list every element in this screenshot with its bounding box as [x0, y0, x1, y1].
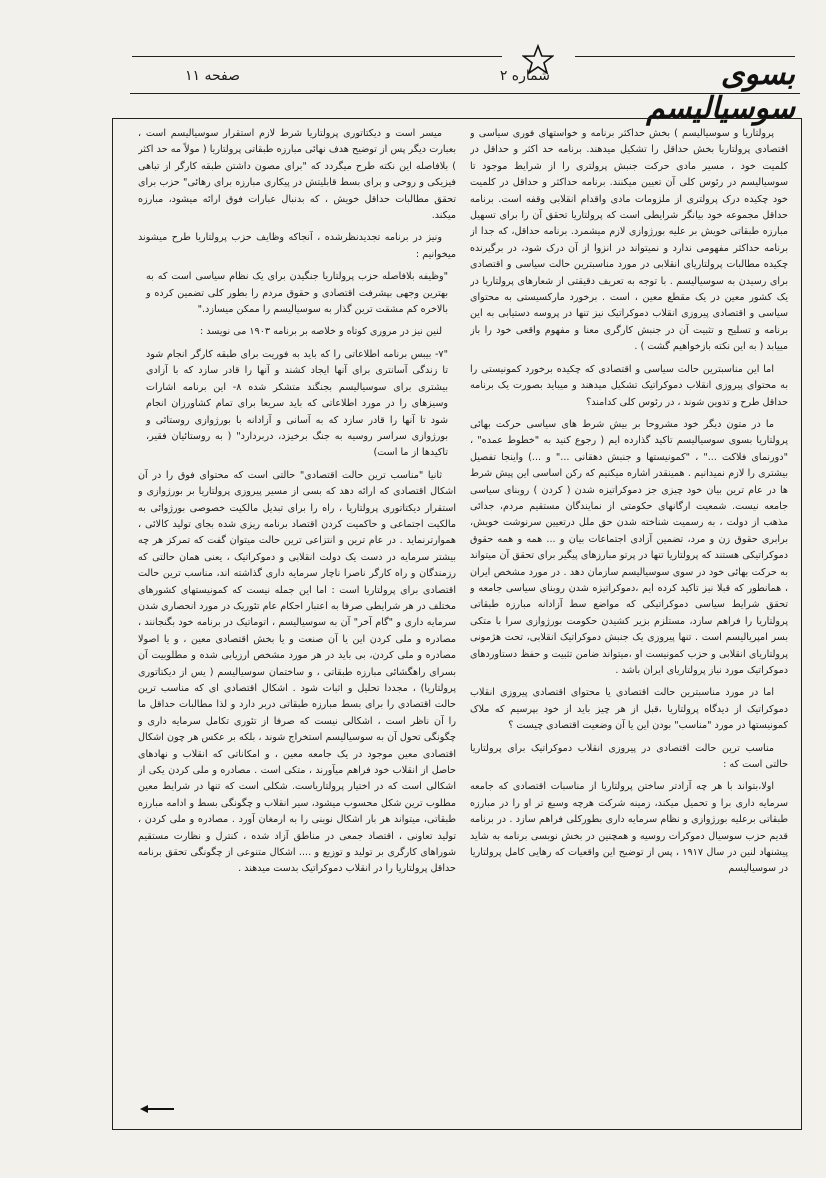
- paragraph: اما در مورد مناسبترین حالت اقتصادی یا محتوای اقتصادی پیروزی انقلاب دموکراتیک از دیدگاه پرولتاریا ،قبل از هر چیز باید از خود بپرسیم که ملاک کمونیستها در مورد "مناسب" بودن این یا آن وضعیت اقتصادی چیست ؟: [470, 687, 788, 732]
- paragraph: مناسب ترین حالت اقتصادی در پیروزی انقلاب دموکراتیک برای پرولتاریا حالتی است که :: [470, 742, 788, 771]
- quotation: "۷- بیبس برنامه اطلاعاتی را که باید به فوریت برای طبقه کارگر انجام شود تا زندگی آسانتری برای آنها ایجاد کشند و آنها را قادر سازد که با آزادی بیشتری برای سوسیالیسم بجنگند متشکر شده ۸- این برنامه اشارات وسیزهای را در مورد اطلاعاتی که باید سریعا برای تمام کشاورزان انجام شود تا آنها را قادر سازد که به آسانی و آزادانه با بورژوازی روستائی و بورژوازی سراسر روسیه به جنگ برخیزد، دربردارد" ( به روستائیان فقیر، تاکیدها از ما است): [146, 348, 448, 459]
- paragraph: لنین نیز در مروری کوتاه و خلاصه بر برنامه ۱۹۰۳ می نویسد :: [199, 326, 442, 338]
- paragraph: میسر است و دیکتاتوری پرولتاریا شرط لازم استقرار سوسیالیسم است ، بعبارت دیگر پس از توضیح هدف نهائی مبارزه طبقاتی پرولتاریا ( مولاً مه حد اکثر ) بلافاصله این نکته طرح میگردد که "برای مصون داشتن طبقه کارگر از تباهی فیزیکی و روحی و برای بسط قابلیتش در پیکاری مبارزه برای رهائی" حزب برای تحقق مطالبات حداقل خویش ، که بدنبال عبارات فوق ارائه میشود، مبارزه میکند.: [138, 128, 456, 222]
- continue-arrow-icon: [140, 1104, 176, 1114]
- paragraph: اولا،بتواند با هر چه آزادتر ساختن پرولتاریا از مناسبات اقتصادی که جامعه سرمایه داری برا و تحمیل میکند، زمینه شرکت هرچه وسیع تر او را در مبارزه طبقاتی برعلیه بورژوازی و نظام سرمایه داری بطورکلی فراهم سازد . در برنامه قدیم حزب سوسیال دموکرات روسیه و همچنین در بخش نوبسی برنامه به شاید پیشنهاد لنین در سال ۱۹۱۷ ، پس از توضیح این واقعیات که رهایی کامل پرولتاریا در سوسیالیسم: [470, 781, 788, 875]
- paragraph: اما این مناسبترین حالت سیاسی و اقتصادی که چکیده برخورد کمونیستی را به محتوای پیروزی انقلاب دموکراتیک تشکیل میدهند و میباید بصورت یک برنامه حداقل طرح و تدوین شوند ، در رئوس کلی کدامند؟: [470, 363, 788, 408]
- quotation: "وظیفه بلافاصله حزب پرولتاریا جنگیدن برای یک نظام سیاسی است که به بهترین وجهی بپشرفت اقتصادی و حقوق مردم را بطور کلی تضمین کرده و بالاخره کم مشقت ترین گذار به سوسیالیسم را ممکن میسازد.": [146, 271, 448, 316]
- paragraph: ونیز در برنامه تجدیدنظرشده ، آنجاکه وظایف حزب پرولتاریا طرح میشوند میخوانیم :: [138, 232, 456, 260]
- left-column: [138, 126, 456, 1122]
- right-column: [470, 126, 788, 1122]
- paragraph: ثانیا "مناسب ترین حالت اقتصادی" حالتی است که محتوای فوق را در آن اشکال اقتصادی که ارائه دهد که بسی از مسیر پیروزی پرولتاریا بر بورژوازی و استقرار دیکتاتوری پرولتاریا ، راه را برای تبدیل مالکیت خصوصی بورژوائی به مالکیت اجتماعی و حاکمیت کردن اقتصاد برنامه ریزی شده بجای تولید کالائی ، هموارترنماید . در عام ترین و انتزاعی ترین حالت میتوان گفت که تمرکز هر چه بیشتر سرمایه در دست یک دولت انقلابی و دموکراتیک ، یعنی همان حالتی که رزمندگان و راه کارگر ناصرا ناچار سرمایه داری گذاشته اند، مناسب ترین حالت اقتصادی برای پرولتاریا است : اما این جمله نیست که کمونیستهای کشورهای مختلف در هر شرایطی صرفا به اعتبار احکام عام تئوریک در مورد انحصاری شدن سرمایه داری و "گام آخر" آن به سوسیالیسم ، اتوماتیک در برنامه خود بگنجانند ، مصادره و ملی کردن این یا آن صنعت و یا بخش اقتصادی معین ، و یا اصولا مصادره و ملی کردن، بی باید در هر مورد مشخص ارزیابی شده و مطلوبیت آن بسرای راهگشائی مبارزه طبقاتی ، و ساختمان سوسیالیسم ( یس از دیکتاتوری پرولتاریا) ، مجددا تحلیل و اثبات شود . اشکال اقتصادی ای که مناسب ترین حالت اقتصادی را برای بسط مبارزه طبقاتی دربر دارد و لذا مطالبات حداقل ما را آن ناظر است ، اشکالی نیست که صرفا از تئوری تکامل سرمایه داری و چگونگی تحول آن به سوسیالیسم استخراج شوند ، بلکه بر عکس هر چون اشکال اقتصادی معین موجود در یک جامعه معین ، و امکاناتی که انقلاب و نهادهای حاصل از انقلاب خود فراهم میآورند ، متکی است . مصادره و ملی کردن یکی از اشکالی است که در اختیار پرولتاریاست. شکلی است که تنها در شرایط معین مطلوب ترین شکل محسوب میشود، سیر انقلاب و چگونگی بسط و ادامه مبارزه طبقاتی، میتواند هر بار اشکال نوینی را به ارمغان آورد . مصادره و ملی کردن ، تولید تعاونی ، اقتصاد جمعی در مناطق آزاد شده ، کنترل و نظارت مستقیم شوراهای کارگری بر تولید و توزیع و .... اشکال متنوعی از چگونگی تحقق برنامه حداقل پرولتاریا را در انقلاب دموکراتیک بدست میدهند .: [138, 469, 456, 875]
- masthead-rule-top: [132, 56, 502, 57]
- issue-number: شماره ۲: [499, 68, 550, 84]
- page-number: صفحه ۱۱: [184, 68, 240, 84]
- paragraph: ما در متون دیگر خود مشروحا بر بیش شرط های سیاسی حرکت بهائی پرولتاریا بسوی سوسیالیسم تاکید گذارده ایم ( رجوع کنید به "خطوط عمده" ، "دورنمای فلاکت ..." ، "کمونیستها و جنبش دهقانی ..." و ...) واینجا تفصیل بیشتری را لازم نمیدانیم . همینقدر اشاره میکنیم که رکن اساسی این پیش شرط ها در عام ترین بیان خود چیزی جز دموکراتیزه شدن ( کردن ) روبنای سیاسی جامعه نیست. شمعیت ارگانهای حکومتی از نمایندگان مستقیم مردم، جدائی مذهب از دولت ، به رسمیت شناخته شدن حق ملل درتعیین سرنوشت خویش، برابری حقوق زن و مرد، تضمین آزادی اجتماعات بیان و ... همه و همه حقوق دموکراتیکی هستند که پرولتاریا تنها در پرتو مبارزهای پیگیر برای تحقق آن میتواند به حرکت بهائی خود در سوی سوسیالیسم سازمان دهد . در مورد مشخص ایران ، همانطور که قبلا نیز تاکید کرده ایم ،دموکراتیزه شدن روبنای سیاسی جامعه و تحقق شرایط سیاسی دموکراتیکی که مواضع سط آزادانه مبارزه طبقاتی پرولتاریا را فراهم سازد، مستلزم بزیر کشیدن حکومت بورژوازی سرا با متکی بسر امپریالیسم است . تنها پیروزی یک جنبش دموکراتیک انقلابی، تحت هژمونی پرولتاریای انقلابی و حزب کمونیست او ،میتواند ضامن تثبیت و حفظ دستاوردهای دموکراتیک مورد نیاز پرولتاریای ایران باشد .: [470, 418, 788, 676]
- masthead-logo: بسوی سوسیالیسم: [646, 57, 795, 126]
- paragraph: پرولتاریا و سوسیالیسم ) بخش حداکثر برنامه و خواستهای فوری سیاسی و اقتصادی پرولتاریا بخش حداقل را تشکیل میدهند. برنامه حد اکثر و حداقل در کلمیت خود ، مسیر مادی حرکت جنبش پرولتری را از شرایط موجود تا سوسیالیسم در رئوس کلی آن تعیین میکنند. برنامه حداکثر و حداقل در کلمیت خود چکیده درک پرولتری از ملزومات مادی واقدام انقلابی وقفه است. برنامه حداقل مجموعه خود بیانگر شرایطی است که پرولتاریا تحقق آن را برای تسهیل مبارزه طبقاتی خویش بر علیه بورژوازی لازم میشمرد. برنامه حداقل، که جدا از برنامه حداکثر مفهومی ندارد و نمیتواند در انزوا از آن درک شود، در برگیرنده چکیده مطالبات پرولتاریای انقلابی در مورد مناسبترین حالت سیاسی و اقتصادی برای رسیدن به سوسیالیسم . با توجه به تعریف دقیقتی از شعارهای پرولتاریا در یک کشور معین در یک مقطع معین ، است . برخورد مارکسیستی به محتوای سیاسی و اقتصادی پیروزی انقلاب دموکراتیک نیز تنها در پروسه دستیابی به این برنامه و تسلیح و تثبیت آن در جنبش کارگری معنا و مفهوم واقعی خود را باز مییابد ( به این نکته بازخواهیم گشت ) .: [470, 128, 788, 353]
